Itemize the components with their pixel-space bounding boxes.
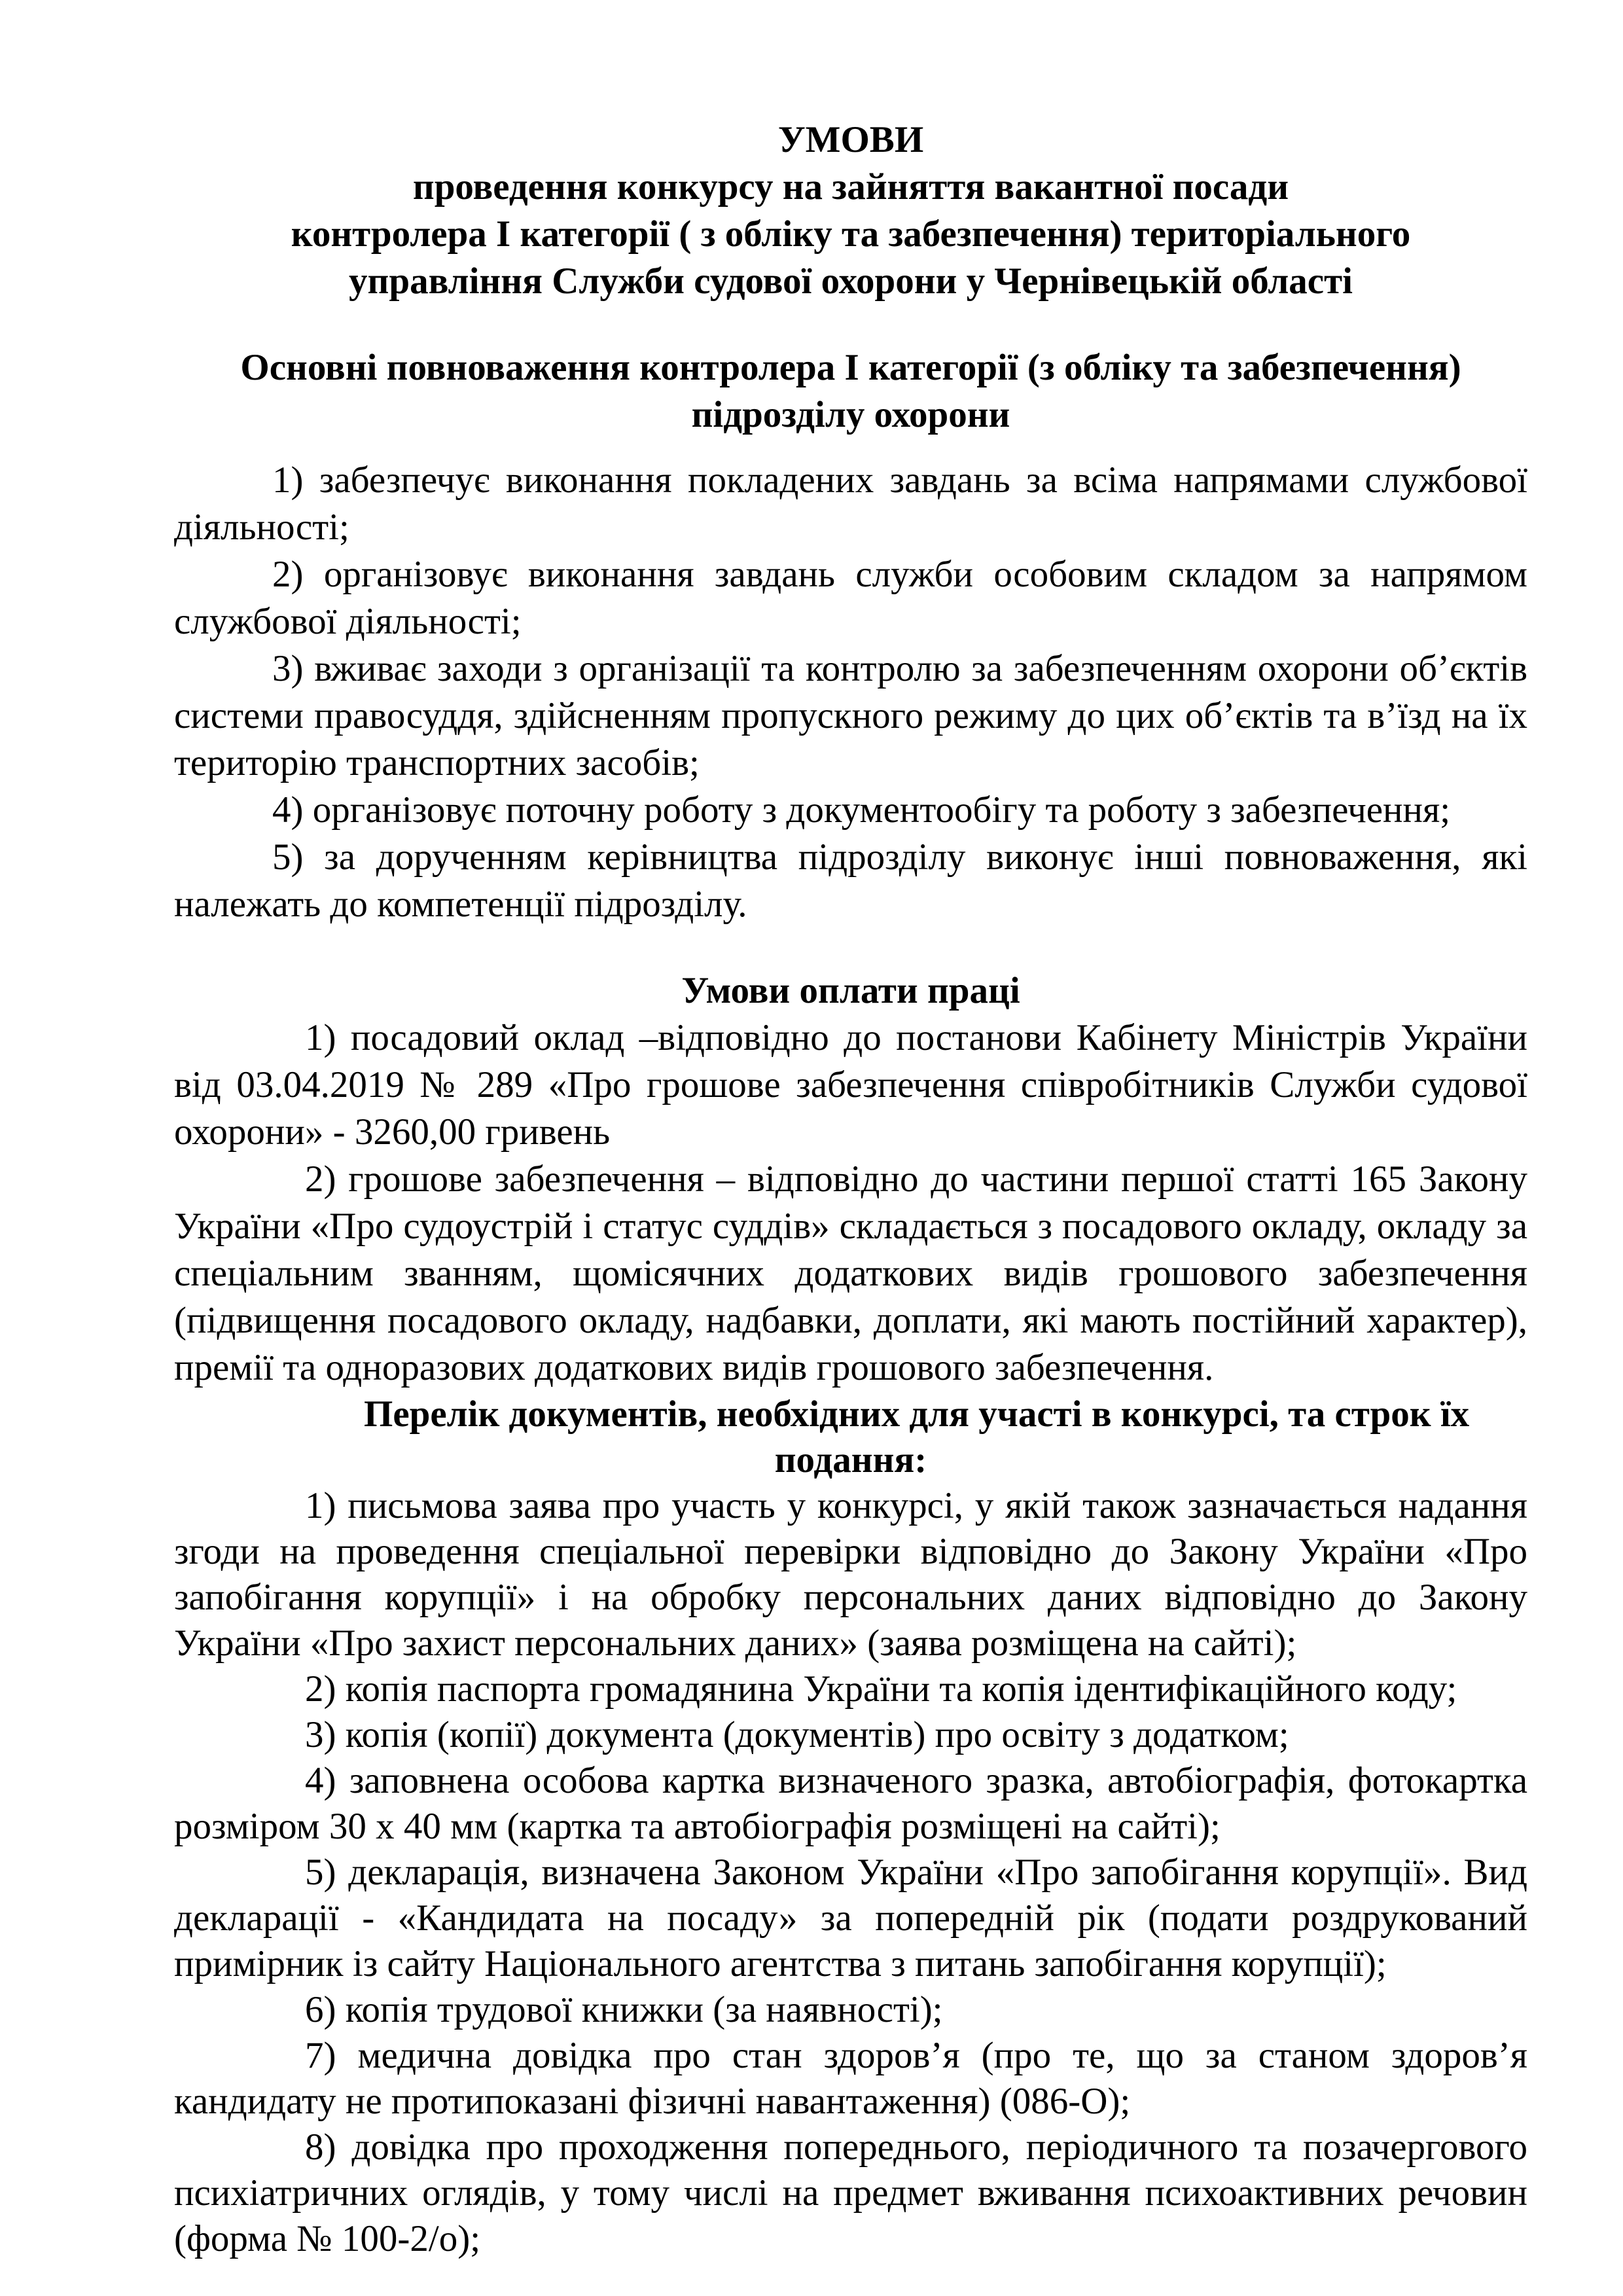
document-item: 2) копія паспорта громадянина України та копія ідентифікаційного коду; [305,1668,1457,1710]
duty-item: 4) організовує поточну роботу з документообігу та роботу з забезпечення; [272,789,1451,831]
documents-heading: Перелік документів, необхідних для участі в конкурсі, та строк їх [364,1393,1470,1435]
document-item: 5) декларація, визначена Законом України «Про запобігання корупції». Вид декларації - «Кандидата на посаду» за попередній рік (подати роздрукований примірник із сайту Національного агентства з питань запобігання корупції); [174,1852,1527,1984]
duties-heading: Основні повноваження контролера І категорії (з обліку та забезпечення) [240,347,1461,388]
duties-heading: підрозділу охорони [691,394,1010,435]
title-line: контролера І категорії ( з обліку та забезпечення) територіального [291,213,1411,255]
document-page [174,117,1527,2262]
document-item: 7) медична довідка про стан здоров’я (про те, що за станом здоров’я кандидату не протипоказані фізичні навантаження) (086-О); [174,2035,1527,2122]
document-item: 4) заповнена особова картка визначеного зразка, автобіографія, фотокартка розміром 30 х 40 мм (картка та автобіографія розміщені на сайті); [174,1760,1527,1847]
title-line: управління Служби судової охорони у Чернівецькій області [349,260,1353,302]
duty-item: 3) вживає заходи з організації та контролю за забезпеченням охорони об’єктів системи правосуддя, здійсненням пропускного режиму до цих об’єктів та в’їзд на їх територію транспортних засобів; [174,648,1527,783]
document-title: УМОВИ [777,119,924,160]
pay-heading: Умови оплати праці [681,970,1020,1011]
document-item: 1) письмова заява про участь у конкурсі, у якій також зазначається надання згоди на проведення спеціальної перевірки відповідно до Закону України «Про запобігання корупції» і на обробку персональних даних відповідно до Закону України «Про захист персональних даних» (заява розміщена на сайті); [174,1485,1527,1664]
document-item: 3) копія (копії) документа (документів) про освіту з додатком; [305,1714,1289,1755]
duty-item: 5) за дорученням керівництва підрозділу виконує інші повноваження, які належать до компетенції підрозділу. [174,836,1527,925]
pay-item: 2) грошове забезпечення – відповідно до частини першої статті 165 Закону України «Про судоустрій і статус суддів» складається з посадового окладу, окладу за спеціальним званням, щомісячних додаткових видів грошового забезпечення (підвищення посадового окладу, надбавки, доплати, які мають постійний характер), премії та одноразових додаткових видів грошового забезпечення. [174,1158,1527,1388]
pay-item: 1) посадовий оклад –відповідно до постанови Кабінету Міністрів України від 03.04.2019 № 289 «Про грошове забезпечення співробітників Служби судової охорони» - 3260,00 гривень [174,1017,1527,1153]
title-line: проведення конкурсу на зайняття вакантної посади [412,166,1289,207]
duty-item: 2) організовує виконання завдань служби особовим складом за напрямом службової діяльності; [174,554,1527,642]
documents-heading: подання: [774,1439,927,1480]
document-item: 8) довідка про проходження попереднього, періодичного та позачергового психіатричних оглядів, у тому числі на предмет вживання психоактивних речовин (форма № 100-2/о); [174,2126,1527,2259]
duty-item: 1) забезпечує виконання покладених завдань за всіма напрямами службової діяльності; [174,459,1527,548]
document-item: 6) копія трудової книжки (за наявності); [305,1989,943,2030]
